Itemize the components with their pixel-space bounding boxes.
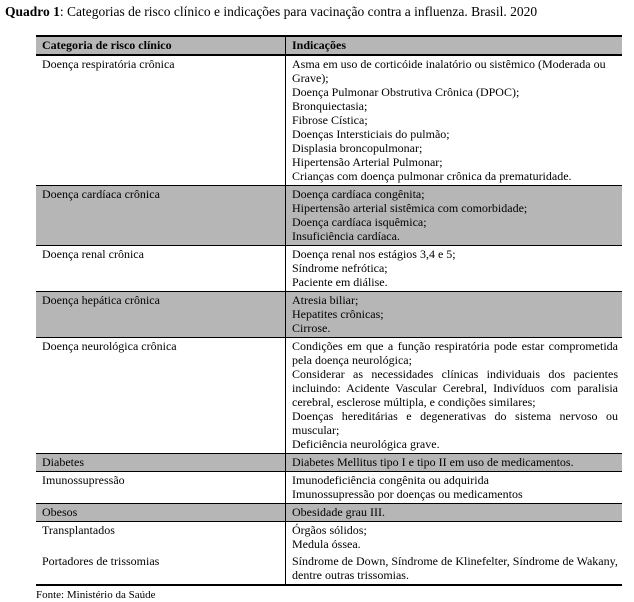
indication-item: Condições em que a função respiratória pode estar comprometida pela doença neurológica; (292, 339, 618, 367)
indications-cell (286, 338, 623, 454)
indication-item: Hipertensão Arterial Pulmonar; (292, 155, 443, 169)
indication-item: Doença Pulmonar Obstrutiva Crônica (DPOC); (292, 85, 520, 99)
indication-item: Doença cardíaca congênita; (292, 187, 425, 201)
category-cell: Doença hepática crônica (36, 292, 286, 338)
category-cell: Obesos (36, 504, 286, 522)
indication-item: Considerar as necessidades clínicas individuais dos pacientes incluindo: Acidente Vascular Cerebral, Indivíduos com paralisia cerebral, esclerose múltipla, e condições similares; (292, 367, 618, 409)
indications-cell (286, 246, 623, 292)
indication-item: Bronquiectasia; (292, 99, 368, 113)
indication-item: Paciente em diálise. (292, 275, 388, 289)
risk-categories-table (36, 35, 622, 586)
indication-item: Crianças com doença pulmonar crônica da prematuridade. (292, 169, 572, 183)
indication-item: Síndrome nefrótica; (292, 261, 388, 275)
table-row (36, 246, 622, 292)
header-categoria-de-risco: Categoria de risco clínico (36, 36, 286, 55)
category-cell: Doença cardíaca crônica (36, 186, 286, 246)
category-cell: Doença neurológica crônica (36, 338, 286, 454)
indication-item: Diabetes Mellitus tipo I e tipo II em uso de medicamentos. (292, 455, 574, 469)
indication-item: Asma em uso de corticóide inalatório ou sistêmico (Moderada ou Grave); (292, 57, 606, 85)
indication-item: Hipertensão arterial sistêmica com comorbidade; (292, 201, 528, 215)
indication-item: Imunodeficiência congênita ou adquirida (292, 473, 489, 487)
table-row (36, 553, 622, 585)
table-row (36, 186, 622, 246)
table-row (36, 292, 622, 338)
category-cell: Imunossupressão (36, 472, 286, 504)
category-cell: Transplantados (36, 522, 286, 554)
indications-cell (286, 504, 623, 522)
table-row (36, 338, 622, 454)
indications-cell (286, 522, 623, 554)
indication-item: Deficiência neurológica grave. (292, 437, 440, 451)
table-caption (5, 4, 634, 20)
table-caption-text: : Categorias de risco clínico e indicações para vacinação contra a influenza. Brasil. 2020 (59, 4, 538, 19)
indications-cell (286, 454, 623, 472)
table-caption-label: Quadro 1 (5, 4, 60, 19)
indication-item: Órgãos sólidos; (292, 523, 367, 537)
indication-item: Hepatites crônicas; (292, 307, 384, 321)
indications-cell (286, 553, 623, 585)
table-row (36, 55, 622, 186)
indication-item: Imunossupressão por doenças ou medicamentos (292, 487, 523, 501)
indication-item: Fibrose Cística; (292, 113, 368, 127)
indication-item: Displasia broncopulmonar; (292, 141, 423, 155)
source-note: Fonte: Ministério da Saúde (36, 589, 156, 601)
indications-cell (286, 292, 623, 338)
indication-item: Medula óssea. (292, 537, 361, 551)
category-cell: Diabetes (36, 454, 286, 472)
indication-item: Cirrose. (292, 321, 331, 335)
indication-item: Síndrome de Down, Síndrome de Klinefelter, Síndrome de Wakany, dentre outras trissomias. (292, 554, 618, 582)
indication-item: Insuficiência cardíaca. (292, 229, 400, 243)
indication-item: Doença renal nos estágios 3,4 e 5; (292, 247, 456, 261)
indication-item: Doenças hereditárias e degenerativas do sistema nervoso ou muscular; (292, 409, 618, 437)
category-cell: Doença respiratória crônica (36, 55, 286, 186)
document-page (0, 4, 634, 601)
category-cell: Portadores de trissomias (36, 553, 286, 585)
category-cell: Doença renal crônica (36, 246, 286, 292)
indications-cell (286, 55, 623, 186)
table-row (36, 522, 622, 554)
indications-cell (286, 186, 623, 246)
indication-item: Doença cardíaca isquêmica; (292, 215, 427, 229)
table-row (36, 472, 622, 504)
header-indicacoes: Indicações (286, 36, 623, 55)
table-header-row (36, 36, 622, 55)
indication-item: Atresia biliar; (292, 293, 359, 307)
table-row (36, 504, 622, 522)
indication-item: Obesidade grau III. (292, 505, 385, 519)
indications-cell (286, 472, 623, 504)
table-row (36, 454, 622, 472)
indication-item: Doenças Intersticiais do pulmão; (292, 127, 450, 141)
